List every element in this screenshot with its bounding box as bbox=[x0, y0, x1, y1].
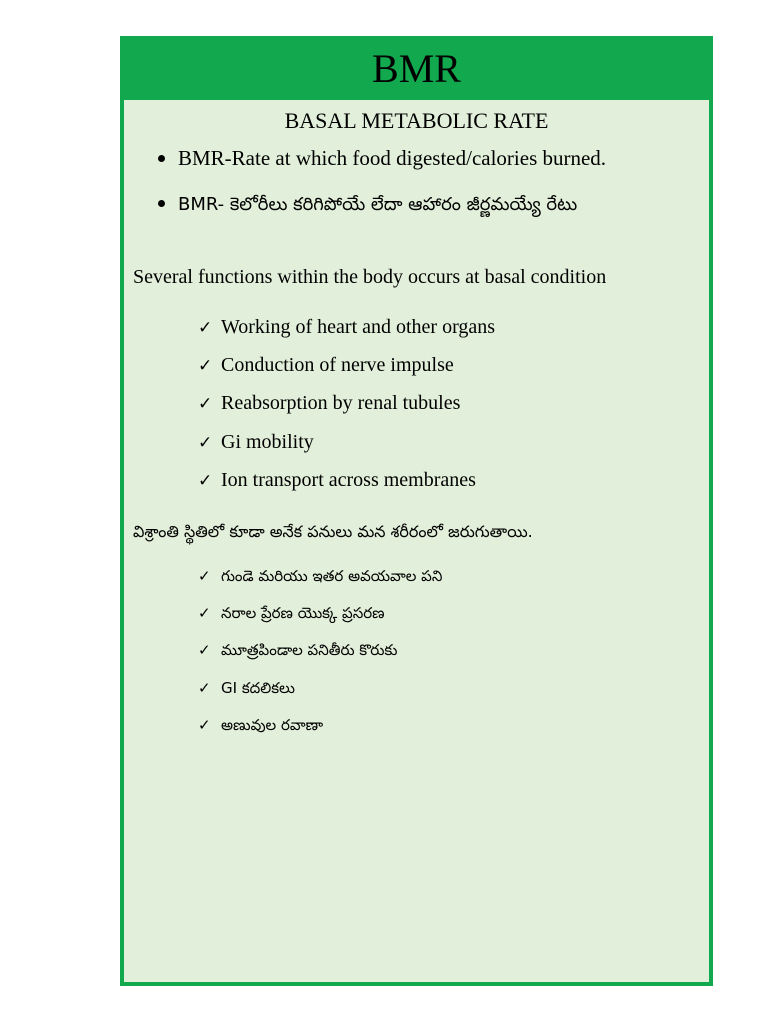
list-item bbox=[198, 679, 442, 716]
definition-bullets bbox=[154, 146, 606, 236]
title-banner bbox=[120, 36, 713, 100]
function-list-telugu bbox=[198, 567, 442, 753]
list-item-text: Working of heart and other organs bbox=[221, 316, 496, 338]
checkmark-icon: ✓ bbox=[198, 318, 213, 338]
function-list-english bbox=[198, 316, 495, 507]
checkmark-icon: ✓ bbox=[198, 470, 213, 491]
list-item bbox=[198, 604, 442, 641]
page-title: BMR bbox=[372, 46, 461, 91]
checkmark-icon: ✓ bbox=[198, 356, 213, 377]
list-item-text: గుండె మరియు ఇతర అవయవాల పని bbox=[221, 567, 443, 585]
checkmark-icon: ✓ bbox=[198, 678, 211, 697]
bullet-item-telugu bbox=[154, 191, 606, 236]
bullet-text: BMR- కెలోరీలు కరిగిపోయే లేదా ఆహారం జీర్ణమయ్యే రేటు bbox=[178, 194, 578, 215]
list-item bbox=[198, 316, 495, 354]
list-item bbox=[198, 716, 442, 753]
bmr-card bbox=[120, 36, 713, 986]
bullet-item-english bbox=[154, 146, 606, 191]
checkmark-icon: ✓ bbox=[198, 641, 211, 660]
list-item bbox=[198, 567, 442, 604]
list-item bbox=[198, 641, 442, 678]
bullet-dot-icon bbox=[158, 155, 165, 162]
list-item-text: అణువుల రవాణా bbox=[221, 715, 324, 734]
checkmark-icon: ✓ bbox=[198, 604, 211, 623]
list-item-text: Reabsorption by renal tubules bbox=[221, 392, 461, 415]
list-item-text: నరాల ప్రేరణ యొక్క ప్రసరణ bbox=[221, 604, 385, 623]
checkmark-icon: ✓ bbox=[198, 715, 211, 734]
list-item-text: Gi mobility bbox=[221, 430, 314, 453]
intro-english: Several functions within the body occurs at basal condition bbox=[133, 266, 607, 288]
list-item bbox=[198, 392, 495, 430]
list-item bbox=[198, 431, 495, 469]
intro-telugu: విశ్రాంతి స్థితిలో కూడా అనేక పనులు మన శరీరంలో జరుగుతాయి. bbox=[133, 522, 533, 541]
list-item bbox=[198, 354, 495, 392]
list-item-text: Conduction of nerve impulse bbox=[221, 354, 454, 377]
checkmark-icon: ✓ bbox=[198, 394, 213, 415]
list-item-text: మూత్రపిండాల పనితీరు కొరుకు bbox=[221, 641, 398, 660]
list-item-text: Ion transport across membranes bbox=[221, 468, 476, 491]
bullet-text: BMR-Rate at which food digested/calories burned. bbox=[178, 146, 607, 170]
checkmark-icon: ✓ bbox=[198, 567, 211, 585]
subtitle: BASAL METABOLIC RATE bbox=[284, 108, 549, 133]
bullet-dot-icon bbox=[158, 200, 165, 207]
checkmark-icon: ✓ bbox=[198, 432, 213, 453]
list-item-text: GI కదలికలు bbox=[221, 678, 295, 697]
list-item bbox=[198, 469, 495, 507]
